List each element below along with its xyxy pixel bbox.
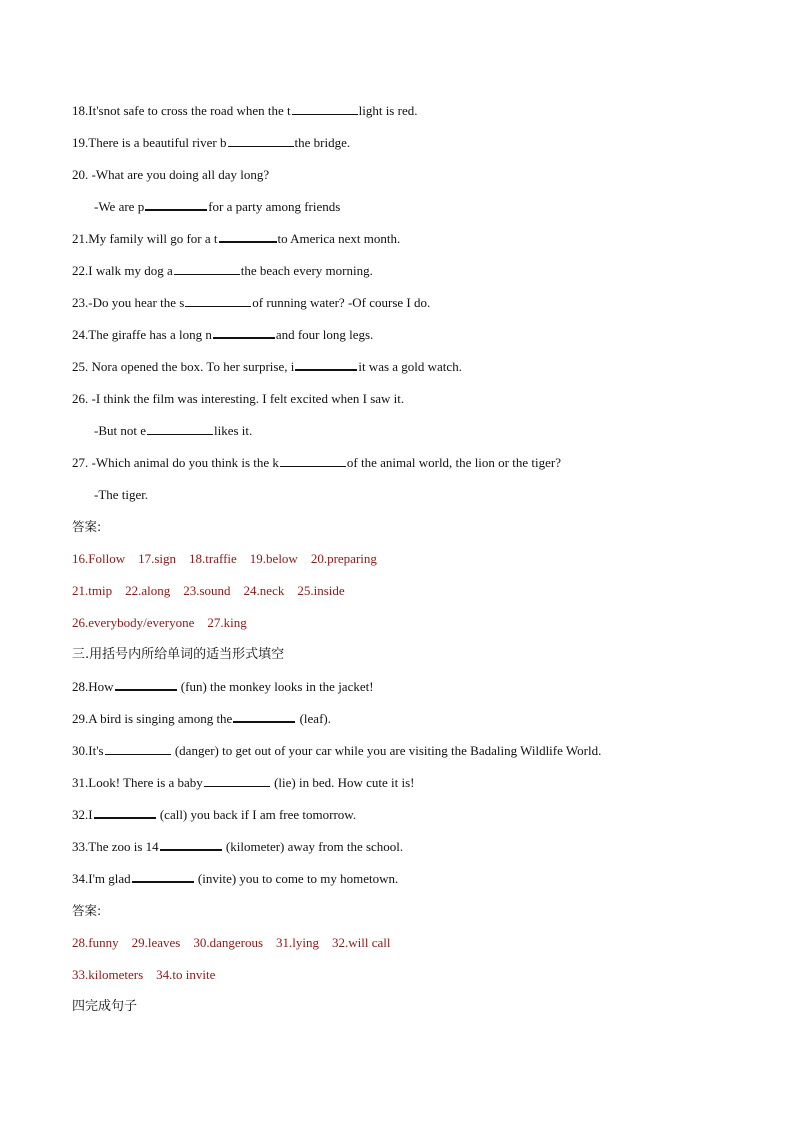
answer-blank[interactable] <box>94 804 156 819</box>
question-32: 32.I (call) you back if I am free tomorrow. <box>72 804 732 836</box>
question-33: 33.The zoo is 14 (kilometer) away from the school. <box>72 836 732 868</box>
question-25: 25. Nora opened the box. To her surprise, i it was a gold watch. <box>72 356 732 388</box>
answer-label: 答案: <box>72 519 102 534</box>
question-34: 34.I'm glad (invite) you to come to my hometown. <box>72 868 732 900</box>
answer-row: 28.funny 29.leaves 30.dangerous 31.lying 32.will call <box>72 935 391 950</box>
question-28: 28.How (fun) the monkey looks in the jacket! <box>72 676 732 708</box>
answer-blank[interactable] <box>233 708 295 723</box>
question-18: 18.It'snot safe to cross the road when the t light is red. <box>72 103 418 118</box>
question-29: 29.A bird is singing among the (leaf). <box>72 708 732 740</box>
answer-blank[interactable] <box>280 453 346 467</box>
question-26-response: -But not e likes it. <box>94 423 253 438</box>
worksheet-page <box>72 100 732 1028</box>
answer-blank[interactable] <box>115 676 177 691</box>
question-26-prompt: 26. -I think the film was interesting. I felt excited when I saw it. <box>72 391 405 406</box>
question-30: 30.It's (danger) to get out of your car while you are visiting the Badaling Wildlife World. <box>72 743 602 758</box>
question-21: 21.My family will go for a t to America next month. <box>72 228 732 260</box>
question-19: 19.There is a beautiful river b the bridge. <box>72 135 351 150</box>
answer-blank[interactable] <box>228 133 294 147</box>
answer-row: 26.everybody/everyone 27.king <box>72 615 247 630</box>
answer-blank[interactable] <box>204 773 270 787</box>
section-3-title: 三.用括号内所给单词的适当形式填空 <box>72 647 285 662</box>
answer-label: 答案: <box>72 903 102 918</box>
answer-blank[interactable] <box>295 356 357 371</box>
question-24: 24.The giraffe has a long n and four long legs. <box>72 324 732 356</box>
question-27-prompt: 27. -Which animal do you think is the k of the animal world, the lion or the tiger? <box>72 455 561 470</box>
answer-blank[interactable] <box>147 421 213 435</box>
answer-blank[interactable] <box>213 324 275 339</box>
answer-blank[interactable] <box>174 261 240 275</box>
answer-row: 33.kilometers 34.to invite <box>72 967 216 982</box>
answer-row: 16.Follow 17.sign 18.traffie 19.below 20.preparing <box>72 551 377 566</box>
question-20-prompt: 20. -What are you doing all day long? <box>72 167 270 182</box>
answer-blank[interactable] <box>145 196 207 211</box>
question-31: 31.Look! There is a baby (lie) in bed. How cute it is! <box>72 775 415 790</box>
answer-blank[interactable] <box>292 101 358 115</box>
question-27-response: -The tiger. <box>94 487 149 502</box>
section-4-title: 四完成句子 <box>72 999 138 1014</box>
question-23: 23.-Do you hear the s of running water? -Of course I do. <box>72 295 431 310</box>
answer-blank[interactable] <box>105 741 171 755</box>
question-22: 22.I walk my dog a the beach every morning. <box>72 263 373 278</box>
answer-blank[interactable] <box>132 868 194 883</box>
answer-blank[interactable] <box>219 228 277 243</box>
answer-blank[interactable] <box>185 293 251 307</box>
question-20-response: -We are p for a party among friends <box>72 196 732 228</box>
answer-row: 21.tmip 22.along 23.sound 24.neck 25.inside <box>72 583 345 598</box>
answer-blank[interactable] <box>160 836 222 851</box>
